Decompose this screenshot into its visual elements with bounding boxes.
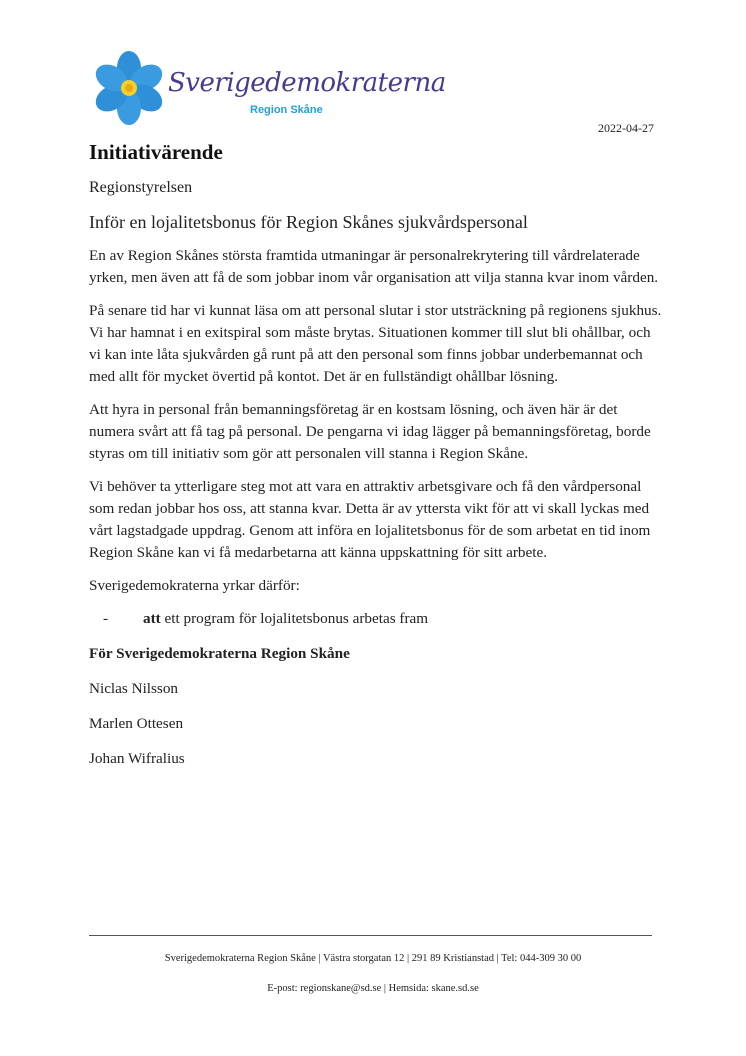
footer-divider [89,935,652,936]
demand-intro: Sverigedemokraterna yrkar därför: [89,577,300,594]
signature-heading: För Sverigedemokraterna Region Skåne [89,645,350,662]
logo-wordmark: Sverigedemokraterna [168,68,446,98]
logo-subtitle: Region Skåne [250,104,323,116]
signer-name: Marlen Ottesen [89,715,184,732]
document-body [89,138,664,770]
footer-email-web: E-post: regionskane@sd.se | Hemsida: skane.sd.se [267,983,479,994]
addressee: Regionstyrelsen [89,179,193,196]
party-logo [92,50,446,130]
body-paragraph: På senare tid har vi kunnat läsa om att personal slutar i stor utsträckning på regionens sjukhus. Vi har hamnat i en exitspiral som måste brytas. Situationen kommer till slut bli ohållbar, och vi kan inte låta sjukvården gå runt på att den personal som finns jobbar underbemannat och med allt för mycket övertid på kontot. Det är en fullständigt ohållbar lösning. [89,302,662,385]
footer-contact: Sverigedemokraterna Region Skåne | Västra storgatan 12 | 291 89 Kristianstad | Tel: 044-309 30 00 [164,953,582,964]
document-type-heading: Initiativärende [89,140,223,164]
document-date: 2022-04-27 [598,121,654,135]
body-paragraph: En av Region Skånes största framtida utmaningar är personalrekrytering till vårdrelaterade yrken, men även att få de som jobbar inom vår organisation att vilja stanna kvar inom vården. [89,247,659,286]
blue-anemone-flower-icon [92,50,172,130]
signer-name: Niclas Nilsson [89,680,179,697]
demand-item [103,608,678,630]
signer-name: Johan Wifralius [89,750,185,767]
demand-keyword: att [143,610,161,627]
demand-list [89,608,664,630]
demand-text: ett program för lojalitetsbonus arbetas fram [160,610,429,627]
subject-line: Inför en lojalitetsbonus för Region Skånes sjukvårdspersonal [89,212,528,232]
body-paragraph: Att hyra in personal från bemanningsföretag är en kostsam lösning, och även här är det numera svårt att få tag på personal. De pengarna vi idag lägger på bemanningsföretag, borde styras om till initiativ som gör att personalen vill stanna i Region Skåne. [89,401,651,462]
body-paragraph: Vi behöver ta ytterligare steg mot att vara en attraktiv arbetsgivare och få den vårdpersonal som redan jobbar hos oss, att stanna kvar. Detta är av yttersta vikt för att vi skall lyckas med vårt lagstadgade uppdrag. Genom att införa en lojalitetsbonus för de som arbetat en tid inom Region Skåne kan vi få medarbetarna att känna uppskattning för sitt arbete. [89,478,651,561]
list-dash: - [103,610,109,627]
